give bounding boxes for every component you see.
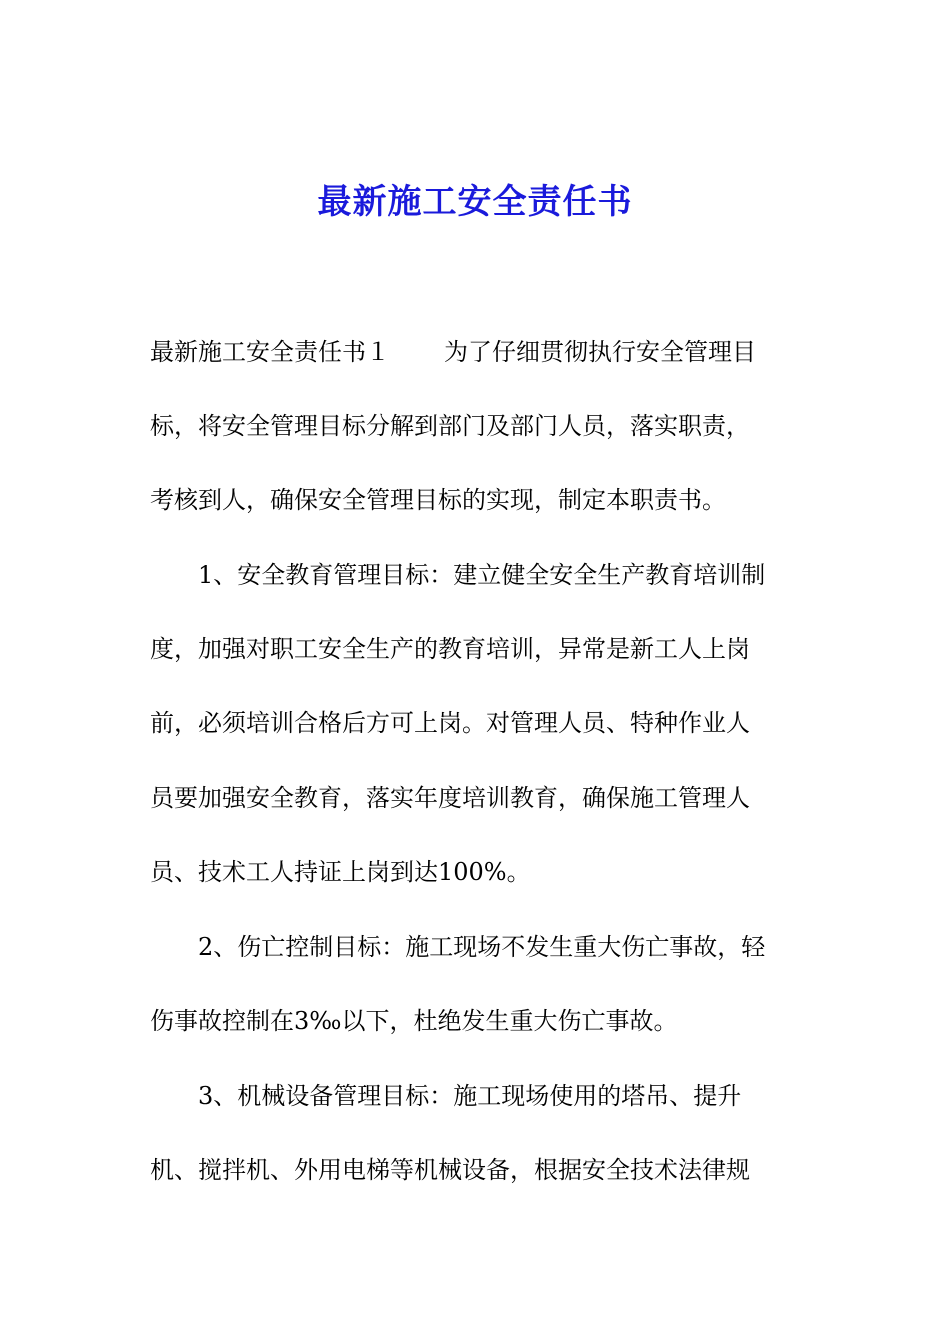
intro-heading: 最新施工安全责任书１: [150, 338, 390, 366]
document-title: 最新施工安全责任书: [317, 182, 633, 222]
intro-line: [150, 335, 756, 369]
paragraph-line: 伤事故控制在3‰以下，杜绝发生重大伤亡事故。: [150, 1007, 678, 1035]
paragraph-line: 员要加强安全教育，落实年度培训教育，确保施工管理人: [150, 784, 750, 812]
paragraph-line: 1、安全教育管理目标：建立健全安全生产教育培训制: [198, 561, 766, 589]
paragraph-line: 为了仔细贯彻执行安全管理目: [444, 338, 756, 366]
paragraph-line: 3、机械设备管理目标：施工现场使用的塔吊、提升: [198, 1082, 742, 1110]
paragraph-line: 机、搅拌机、外用电梯等机械设备，根据安全技术法律规: [150, 1156, 750, 1184]
paragraph-line: 考核到人，确保安全管理目标的实现，制定本职责书。: [150, 486, 726, 514]
paragraph-line: 员、技术工人持证上岗到达100%。: [150, 858, 531, 886]
paragraph-line: 2、伤亡控制目标：施工现场不发生重大伤亡事故，轻: [198, 933, 766, 961]
paragraph-line: 度，加强对职工安全生产的教育培训，异常是新工人上岗: [150, 635, 750, 663]
paragraph-line: 前，必须培训合格后方可上岗。对管理人员、特种作业人: [150, 709, 750, 737]
paragraph-line: 标，将安全管理目标分解到部门及部门人员，落实职责，: [150, 412, 750, 440]
